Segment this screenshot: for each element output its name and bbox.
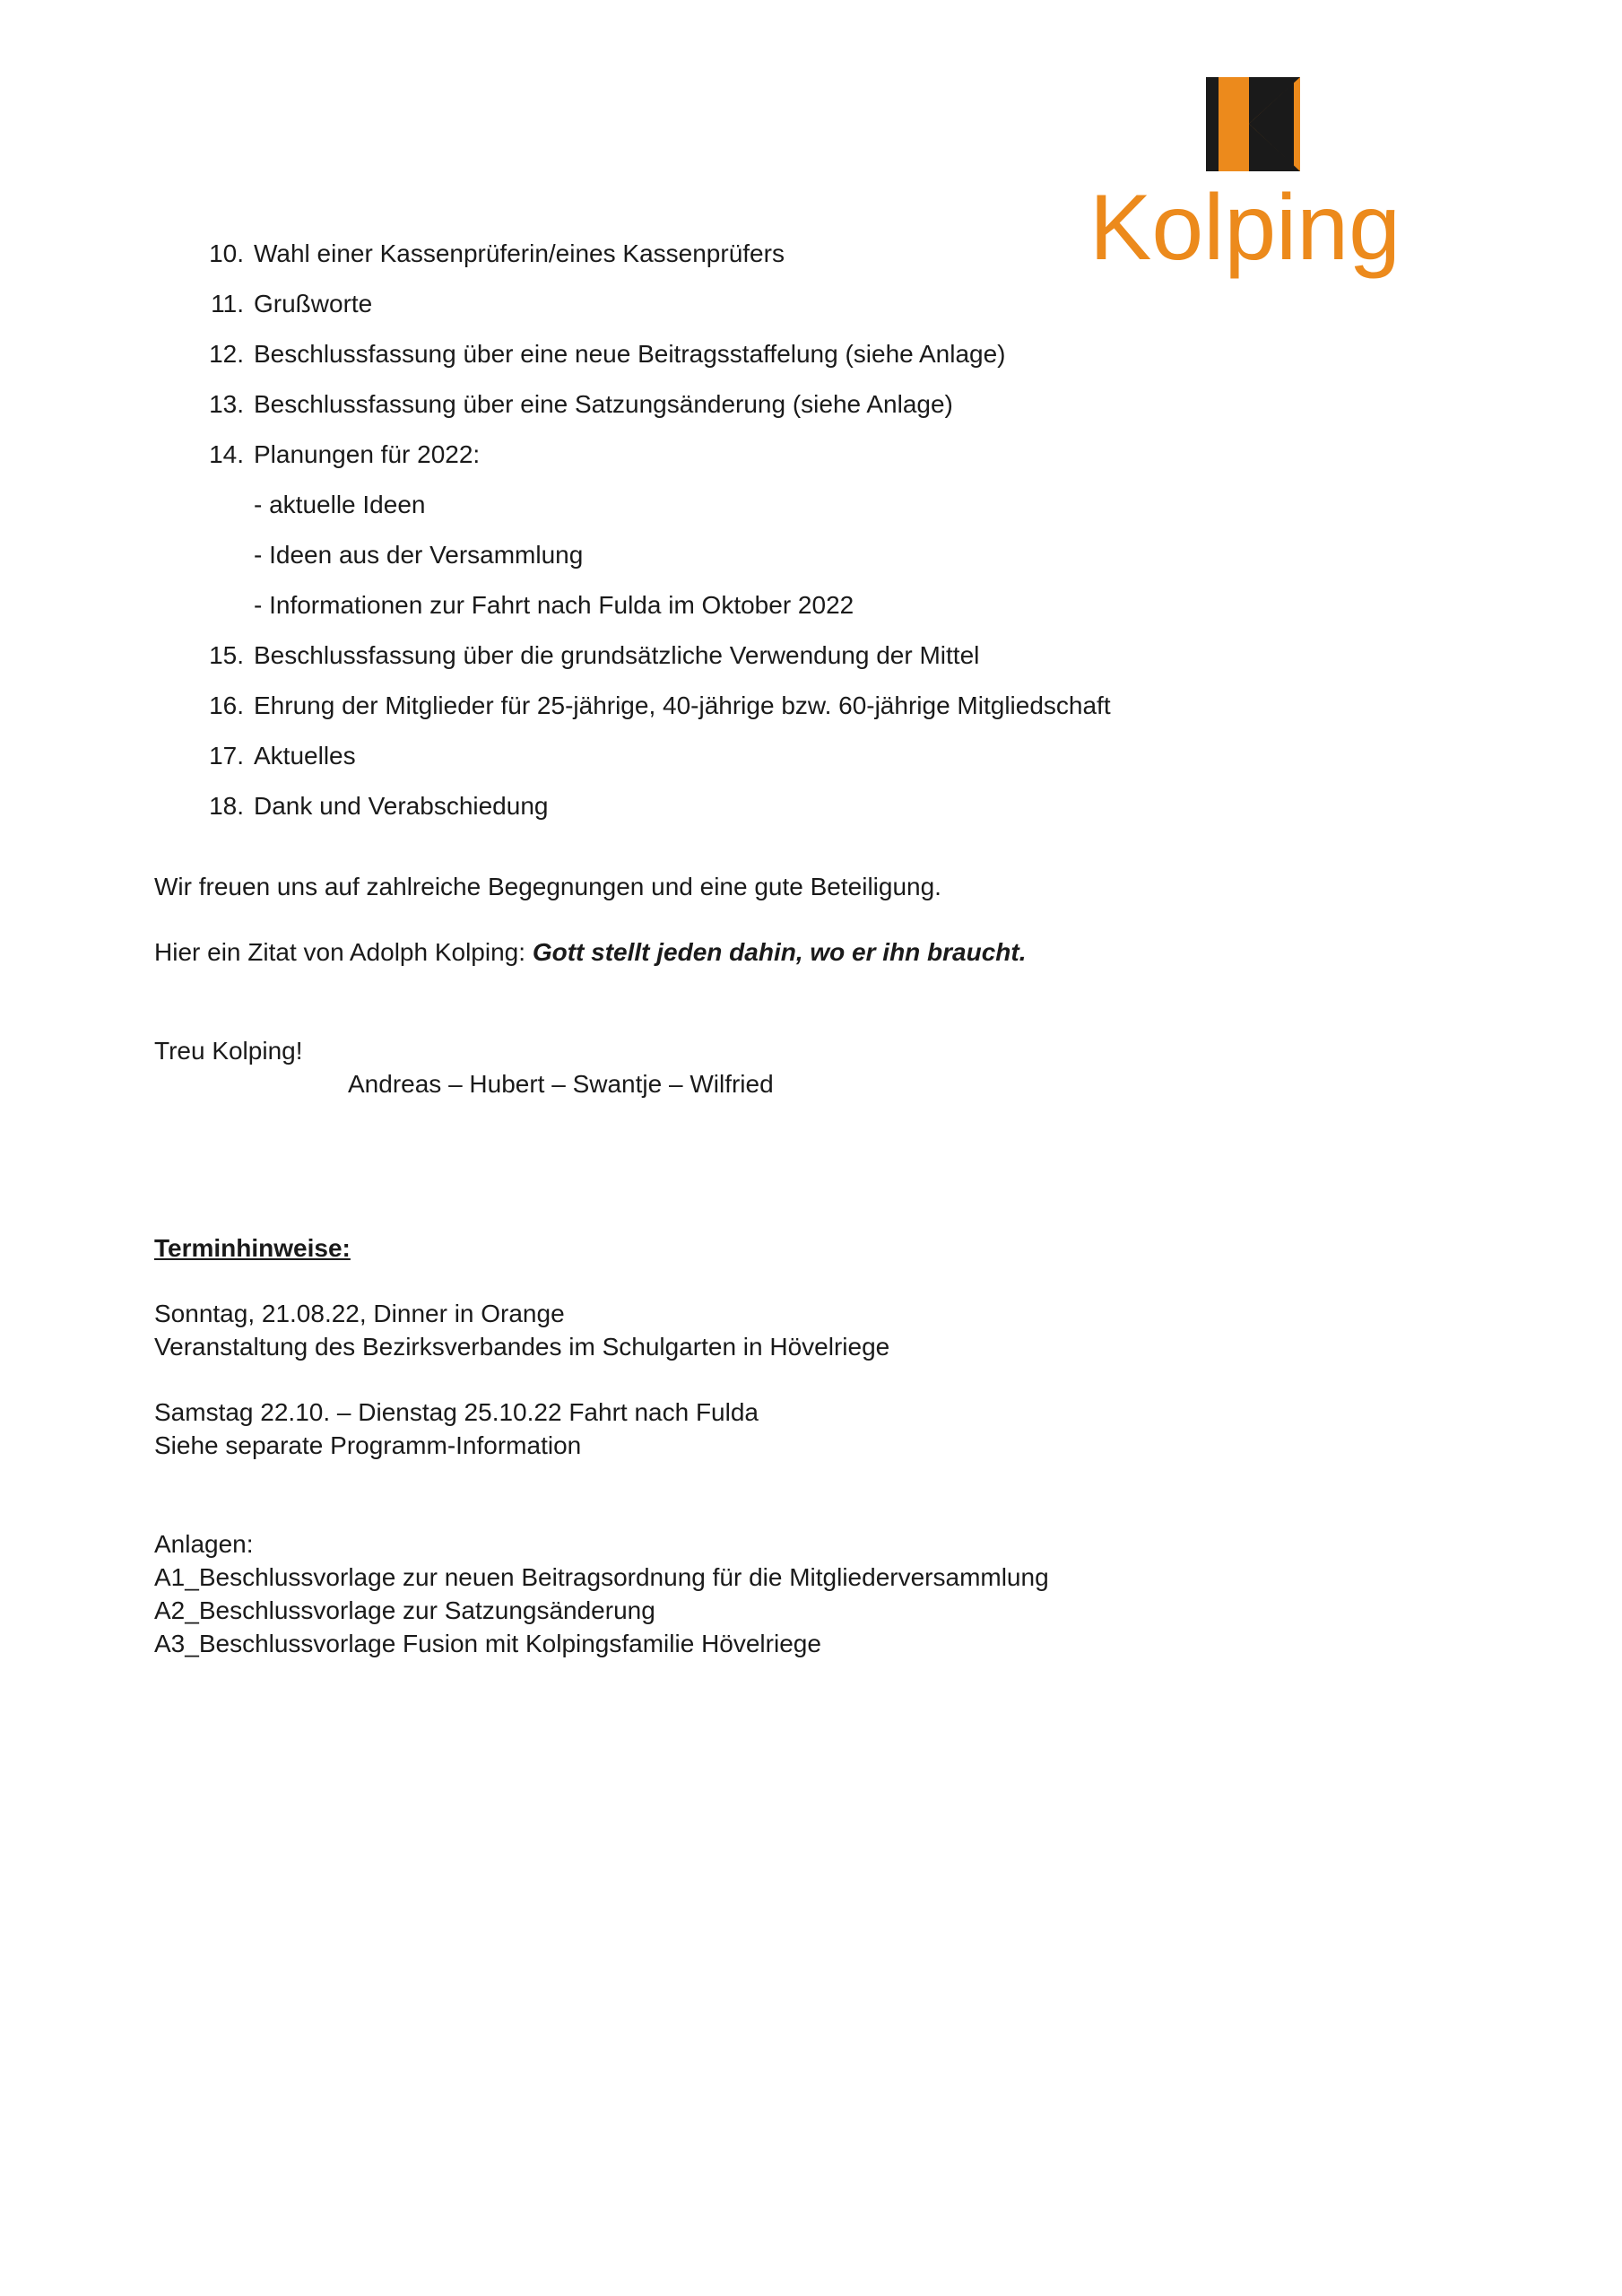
kolping-k-mark-icon [1206, 77, 1300, 171]
agenda-text: Wahl einer Kassenprüferin/eines Kassenprüfers [254, 239, 785, 267]
agenda-number: 16. [209, 691, 244, 719]
agenda-text: - Ideen aus der Versammlung [254, 541, 584, 569]
agenda-text: Aktuelles [254, 742, 356, 770]
agenda-text: - Informationen zur Fahrt nach Fulda im Oktober 2022 [254, 591, 854, 619]
agenda-number: 13. [209, 390, 244, 418]
agenda-item [203, 631, 1234, 681]
greeting: Treu Kolping! [154, 1037, 303, 1065]
attachment-item: A2_Beschlussvorlage zur Satzungsänderung [154, 1596, 655, 1624]
agenda-number: 14. [209, 440, 244, 468]
quote-intro: Hier ein Zitat von Adolph Kolping: [154, 938, 533, 966]
agenda-item [203, 229, 1234, 279]
kolping-quote: Gott stellt jeden dahin, wo er ihn braucht. [532, 938, 1027, 966]
agenda-number: 15. [209, 641, 244, 669]
agenda-number: 17. [209, 742, 244, 770]
agenda-text: - aktuelle Ideen [254, 491, 426, 518]
quote-line [154, 935, 1027, 969]
agenda-subitem [203, 480, 1234, 530]
invitation-text: Wir freuen uns auf zahlreiche Begegnungen und eine gute Beteiligung. [154, 873, 941, 900]
agenda-subitem [203, 580, 1234, 631]
agenda-text: Beschlussfassung über eine neue Beitragsstaffelung (siehe Anlage) [254, 340, 1006, 368]
agenda-item [203, 279, 1234, 329]
agenda-text: Beschlussfassung über die grundsätzliche Verwendung der Mittel [254, 641, 980, 669]
agenda-text: Dank und Verabschiedung [254, 792, 549, 820]
agenda-item [203, 781, 1234, 831]
agenda-text: Planungen für 2022: [254, 440, 481, 468]
agenda-number: 11. [211, 290, 244, 317]
agenda-number: 10. [209, 239, 244, 267]
agenda-item [203, 329, 1234, 379]
attachment-item: A1_Beschlussvorlage zur neuen Beitragsordnung für die Mitgliederversammlung [154, 1563, 1049, 1591]
signatures: Andreas – Hubert – Swantje – Wilfried [348, 1070, 774, 1098]
agenda-number: 12. [209, 340, 244, 368]
event-2-title: Samstag 22.10. – Dienstag 25.10.22 Fahrt nach Fulda [154, 1398, 759, 1426]
agenda-item [203, 379, 1234, 430]
agenda-item [203, 731, 1234, 781]
agenda-item [203, 681, 1234, 731]
logo-brand-text: Kolping [1089, 183, 1401, 280]
event-2-details: Siehe separate Programm-Information [154, 1431, 582, 1459]
agenda-number: 18. [209, 792, 244, 820]
agenda-text: Grußworte [254, 290, 373, 317]
agenda-text: Ehrung der Mitglieder für 25-jährige, 40-jährige bzw. 60-jährige Mitgliedschaft [254, 691, 1111, 719]
agenda-text: Beschlussfassung über eine Satzungsänderung (siehe Anlage) [254, 390, 953, 418]
event-1-details: Veranstaltung des Bezirksverbandes im Schulgarten in Hövelriege [154, 1333, 890, 1361]
agenda-subitem [203, 530, 1234, 580]
attachment-item: A3_Beschlussvorlage Fusion mit Kolpingsfamilie Hövelriege [154, 1630, 821, 1657]
event-1-title: Sonntag, 21.08.22, Dinner in Orange [154, 1300, 565, 1327]
attachments-heading: Anlagen: [154, 1530, 254, 1558]
agenda-list [203, 229, 1234, 831]
agenda-item [203, 430, 1234, 480]
appointments-heading: Terminhinweise: [154, 1234, 351, 1262]
